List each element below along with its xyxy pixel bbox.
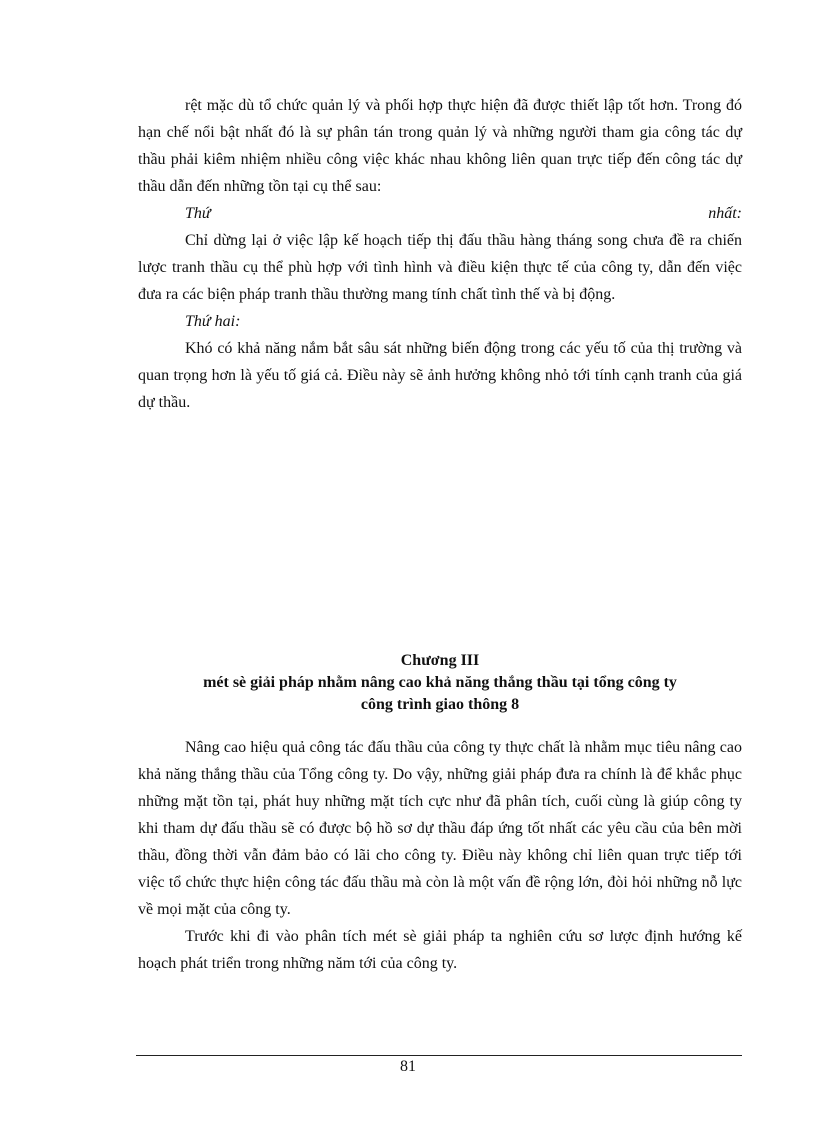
section-1 <box>138 92 742 416</box>
heading-second: Thứ hai: <box>185 313 241 330</box>
paragraph-3: Khó có khả năng nắm bắt sâu sát những biến động trong các yếu tố của thị trường và quan trọng hơn là yếu tố giá cả. Điều này sẽ ảnh hưởng không nhỏ tới tính cạnh tranh của giá dự thầu. <box>138 340 742 411</box>
paragraph-5: Trước khi đi vào phân tích mét sè giải pháp ta nghiên cứu sơ lược định hướng kế hoạch phát triển trong những năm tới của công ty. <box>138 928 742 972</box>
chapter-title-line-2: công trình giao thông 8 <box>360 696 520 713</box>
heading-first-right: nhất: <box>708 205 742 222</box>
section-2 <box>138 734 742 977</box>
chapter-label: Chương III <box>400 652 480 669</box>
page-number: 81 <box>400 1058 416 1075</box>
paragraph-2: Chỉ dừng lại ở việc lập kế hoạch tiếp thị đấu thầu hàng tháng song chưa đề ra chiến lược tranh thầu cụ thể phù hợp với tình hình và điều kiện thực tế của công ty, dẫn đến việc đưa ra các biện pháp tranh thầu thường mang tính chất tình thế và bị động. <box>138 232 742 303</box>
paragraph-4: Nâng cao hiệu quả công tác đấu thầu của công ty thực chất là nhằm mục tiêu nâng cao khả năng thắng thầu của Tổng công ty. Do vậy, những giải pháp đưa ra chính là để khắc phục những mặt tồn tại, phát huy những mặt tích cực như đã phân tích, cuối cùng là giúp công ty khi tham dự đấu thầu sẽ có được bộ hồ sơ dự thầu đáp ứng tốt nhất các yêu cầu của bên mời thầu, đồng thời vẫn đảm bảo có lãi cho công ty. Điều này không chỉ liên quan trực tiếp tới việc tổ chức thực hiện công tác đấu thầu mà còn là một vấn đề rộng lớn, đòi hỏi những nỗ lực về mọi mặt của công ty. <box>138 739 742 918</box>
heading-first-left: Thứ <box>185 205 211 222</box>
paragraph-1: rệt mặc dù tổ chức quản lý và phối hợp thực hiện đã được thiết lập tốt hơn. Trong đó hạn chế nổi bật nhất đó là sự phân tán trong quản lý và những người tham gia công tác dự thầu phải kiêm nhiệm nhiều công việc khác nhau không liên quan trực tiếp đến công tác dự thầu dẫn đến những tồn tại cụ thể sau: <box>138 97 742 195</box>
footer-divider <box>136 1055 742 1056</box>
chapter-title-line-1: mét sè giải pháp nhằm nâng cao khả năng thắng thầu tại tổng công ty <box>203 674 677 691</box>
chapter-heading <box>138 650 742 716</box>
heading-first <box>138 200 742 227</box>
